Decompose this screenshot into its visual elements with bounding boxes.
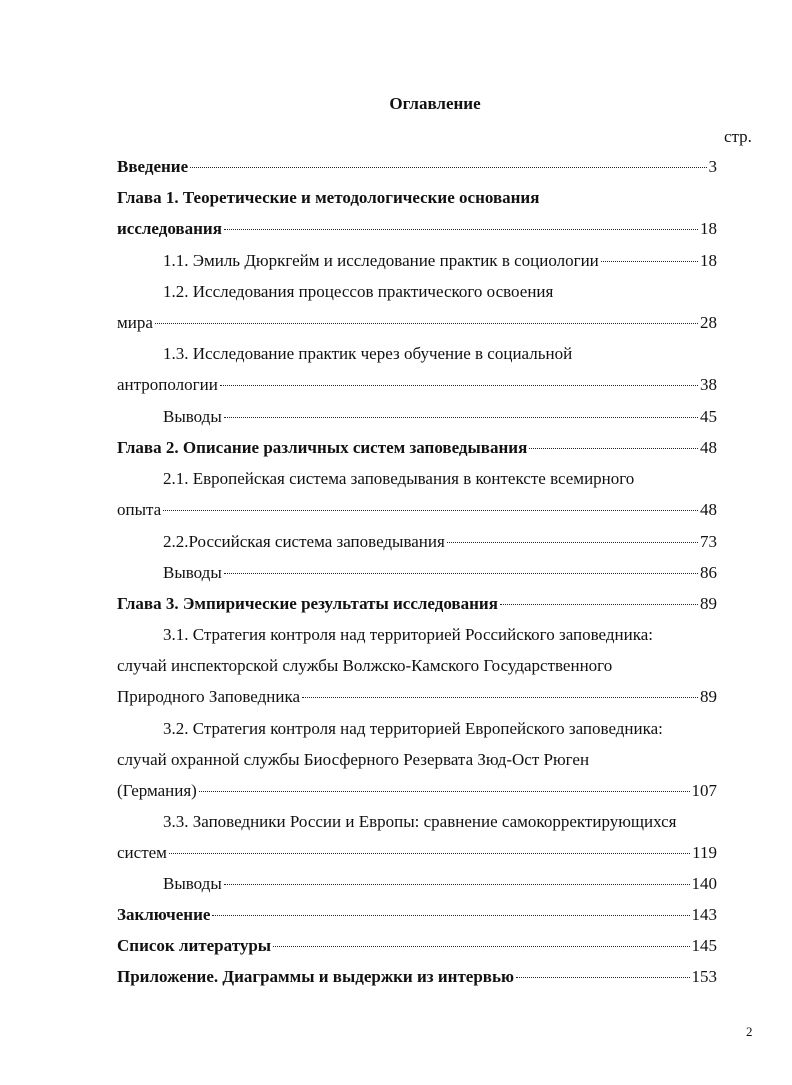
dot-leader	[302, 697, 698, 698]
toc-entry-2-2[interactable]: 2.2.Российская система заповедывания 73	[163, 532, 717, 551]
dot-leader	[529, 448, 698, 449]
toc-page-number: 89	[700, 594, 717, 613]
dot-leader	[516, 977, 690, 978]
toc-entry-references[interactable]: Список литературы 145	[117, 936, 717, 955]
toc-entry-chapter-1[interactable]: Глава 1. Теоретические и методологические основания	[117, 188, 540, 207]
toc-entry-1-2[interactable]: 1.2. Исследования процессов практического освоения	[163, 282, 554, 301]
toc-page-number: 153	[691, 967, 717, 986]
toc-entry-3-1-cont-2[interactable]: Природного Заповедника 89	[117, 687, 717, 706]
toc-page-number: 107	[691, 781, 717, 800]
toc-page-number: 18	[700, 219, 717, 238]
toc-entry-1-3-cont[interactable]: антропологии 38	[117, 375, 717, 394]
toc-entry-3-1[interactable]: 3.1. Стратегия контроля над территорией Российского заповедника:	[163, 625, 653, 644]
dot-leader	[224, 884, 690, 885]
toc-page-number: 28	[700, 313, 717, 332]
toc-entry-1-1[interactable]: 1.1. Эмиль Дюркгейм и исследование практик в социологии 18	[163, 251, 717, 270]
dot-leader	[224, 573, 698, 574]
toc-page-number: 45	[700, 407, 717, 426]
toc-page-number: 48	[700, 438, 717, 457]
toc-entry-chapter-2-conclusions[interactable]: Выводы 86	[163, 563, 717, 582]
toc-entry-3-3[interactable]: 3.3. Заповедники России и Европы: сравнение самокорректирующихся	[163, 812, 677, 831]
toc-entry-chapter-3[interactable]: Глава 3. Эмпирические результаты исследования 89	[117, 594, 717, 613]
dot-leader	[224, 229, 698, 230]
toc-page-number: 143	[691, 905, 717, 924]
toc-entry-chapter-1-cont[interactable]: исследования 18	[117, 219, 717, 238]
dot-leader	[220, 385, 698, 386]
dot-leader	[155, 323, 698, 324]
toc-entry-2-1[interactable]: 2.1. Европейская система заповедывания в контексте всемирного	[163, 469, 635, 488]
dot-leader	[601, 261, 698, 262]
toc-page-number: 89	[700, 687, 717, 706]
dot-leader	[224, 417, 698, 418]
toc-entry-conclusion[interactable]: Заключение 143	[117, 905, 717, 924]
toc-page-number: 73	[700, 532, 717, 551]
toc-page-number: 86	[700, 563, 717, 582]
page-column-label: стр.	[724, 127, 752, 146]
dot-leader	[190, 167, 706, 168]
toc-entry-chapter-1-conclusions[interactable]: Выводы 45	[163, 407, 717, 426]
dot-leader	[447, 542, 698, 543]
toc-entry-3-3-cont[interactable]: систем 119	[117, 843, 717, 862]
page-title: Оглавление	[389, 94, 481, 113]
toc-entry-chapter-3-conclusions[interactable]: Выводы 140	[163, 874, 717, 893]
toc-entry-intro[interactable]: Введение 3	[117, 157, 717, 176]
toc-entry-2-1-cont[interactable]: опыта 48	[117, 500, 717, 519]
dot-leader	[500, 604, 698, 605]
page-number: 2	[746, 1024, 753, 1039]
toc-page-number: 48	[700, 500, 717, 519]
toc-entry-1-3[interactable]: 1.3. Исследование практик через обучение в социальной	[163, 344, 573, 363]
toc-page-number: 38	[700, 375, 717, 394]
toc-page-number: 145	[691, 936, 717, 955]
dot-leader	[212, 915, 689, 916]
dot-leader	[169, 853, 690, 854]
toc-entry-3-2[interactable]: 3.2. Стратегия контроля над территорией Европейского заповедника:	[163, 719, 663, 738]
toc-page-number: 18	[700, 251, 717, 270]
toc-entry-appendix[interactable]: Приложение. Диаграммы и выдержки из интервью 153	[117, 967, 717, 986]
dot-leader	[199, 791, 690, 792]
toc-entry-3-1-cont[interactable]: случай инспекторской службы Волжско-Камского Государственного	[117, 656, 613, 675]
toc-entry-chapter-2[interactable]: Глава 2. Описание различных систем заповедывания 48	[117, 438, 717, 457]
toc-page-number: 3	[708, 157, 717, 176]
toc-entry-3-2-cont[interactable]: случай охранной службы Биосферного Резервата Зюд-Ост Рюген	[117, 750, 590, 769]
toc-page-number: 140	[691, 874, 717, 893]
toc-entry-3-2-cont-2[interactable]: (Германия) 107	[117, 781, 717, 800]
dot-leader	[163, 510, 698, 511]
toc-page-number: 119	[692, 843, 717, 862]
toc-entry-1-2-cont[interactable]: мира 28	[117, 313, 717, 332]
dot-leader	[273, 946, 689, 947]
